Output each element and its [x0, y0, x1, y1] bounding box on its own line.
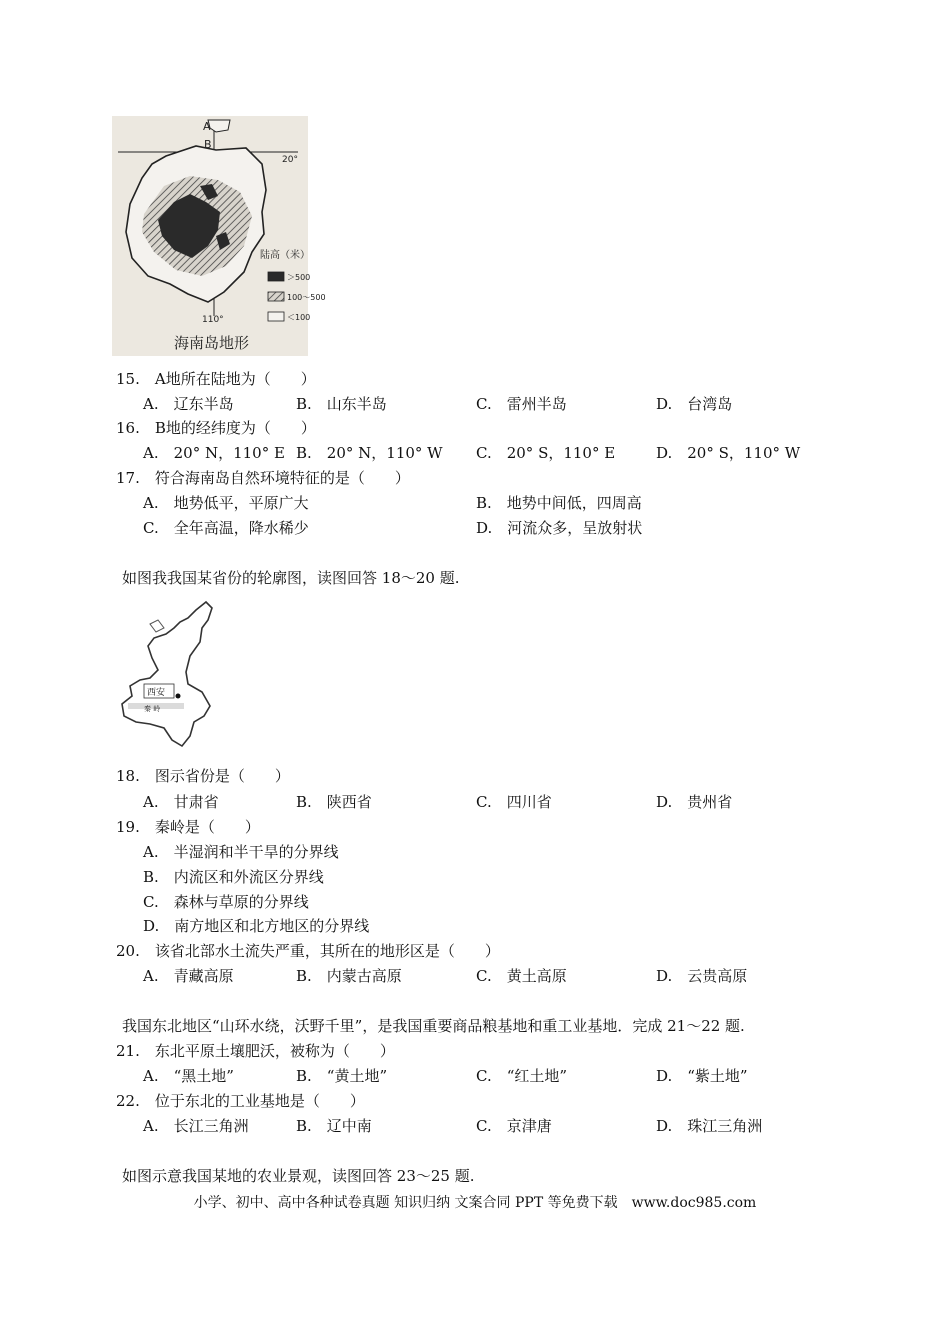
q18-option-d[interactable]: D. 贵州省 [656, 793, 733, 811]
city-label: 西安 [147, 688, 166, 698]
q16-option-c[interactable]: C. 20° S，110° E [476, 444, 616, 462]
q15-option-c[interactable]: C. 雷州半岛 [476, 395, 567, 413]
question-21: 21. 东北平原土壤肥沃，被称为（ ） [116, 1042, 395, 1060]
q19-option-c[interactable]: C. 森林与草原的分界线 [143, 893, 309, 911]
province-outline-map [114, 598, 222, 750]
range-label: 秦 岭 [144, 705, 161, 713]
hainan-terrain-map [112, 116, 326, 356]
intro-21-22: 我国东北地区“山环水绕，沃野千里”，是我国重要商品粮基地和重工业基地．完成 21～22 题. [122, 1017, 745, 1035]
q17-option-a[interactable]: A. 地势低平，平原广大 [143, 494, 309, 512]
page-footer: 小学、初中、高中各种试卷真题 知识归纳 文案合同 PPT 等免费下载 www.doc985.com [193, 1195, 757, 1211]
q15-option-b[interactable]: B. 山东半岛 [296, 395, 387, 413]
q20-option-d[interactable]: D. 云贵高原 [656, 967, 748, 985]
q22-option-a[interactable]: A. 长江三角洲 [143, 1117, 249, 1135]
q21-option-c[interactable]: C. “红土地” [476, 1067, 568, 1085]
lon-label: 110° [202, 315, 224, 325]
q19-option-b[interactable]: B. 内流区和外流区分界线 [143, 868, 324, 886]
q19-option-d[interactable]: D. 南方地区和北方地区的分界线 [143, 917, 370, 935]
q16-option-b[interactable]: B. 20° N，110° W [296, 444, 443, 462]
question-16: 16. B地的经纬度为（ ） [116, 419, 316, 437]
question-22: 22. 位于东北的工业基地是（ ） [116, 1092, 365, 1110]
q17-option-b[interactable]: B. 地势中间低，四周高 [476, 494, 642, 512]
question-17: 17. 符合海南岛自然环境特征的是（ ） [116, 469, 410, 487]
legend-title: 陆高（米） [260, 250, 310, 261]
q17-option-c[interactable]: C. 全年高温，降水稀少 [143, 519, 309, 537]
legend-item-mid: 100～500 [287, 293, 326, 302]
q16-option-d[interactable]: D. 20° S，110° W [656, 444, 801, 462]
lat-label: 20° [282, 155, 298, 165]
label-a: A [203, 120, 211, 133]
legend-item-high: ＞500 [287, 273, 311, 282]
q21-option-d[interactable]: D. “紫土地” [656, 1067, 748, 1085]
q21-option-a[interactable]: A. “黑土地” [143, 1067, 234, 1085]
q22-option-d[interactable]: D. 珠江三角洲 [656, 1117, 763, 1135]
question-20: 20. 该省北部水土流失严重，其所在的地形区是（ ） [116, 942, 500, 960]
q20-option-b[interactable]: B. 内蒙古高原 [296, 967, 402, 985]
intro-23-25: 如图示意我国某地的农业景观，读图回答 23～25 题. [122, 1167, 475, 1185]
q21-option-b[interactable]: B. “黄土地” [296, 1067, 388, 1085]
map-caption: 海南岛地形 [174, 334, 250, 352]
province-outline [122, 602, 212, 746]
q20-option-a[interactable]: A. 青藏高原 [143, 967, 234, 985]
q15-option-d[interactable]: D. 台湾岛 [656, 395, 733, 413]
q18-option-b[interactable]: B. 陕西省 [296, 793, 372, 811]
intro-18-20: 如图我我国某省份的轮廓图，读图回答 18～20 题. [122, 569, 460, 587]
q18-option-c[interactable]: C. 四川省 [476, 793, 552, 811]
label-b: B [204, 138, 212, 151]
q16-option-a[interactable]: A. 20° N，110° E [143, 444, 285, 462]
q20-option-c[interactable]: C. 黄土高原 [476, 967, 567, 985]
city-dot [176, 694, 181, 699]
q22-option-c[interactable]: C. 京津唐 [476, 1117, 552, 1135]
legend-item-low: ＜100 [287, 313, 311, 322]
question-19: 19. 秦岭是（ ） [116, 818, 260, 836]
q18-option-a[interactable]: A. 甘肃省 [143, 793, 219, 811]
q17-option-d[interactable]: D. 河流众多，呈放射状 [476, 519, 643, 537]
question-15: 15. A地所在陆地为（ ） [116, 370, 316, 388]
question-18: 18. 图示省份是（ ） [116, 767, 290, 785]
q22-option-b[interactable]: B. 辽中南 [296, 1117, 372, 1135]
q15-option-a[interactable]: A. 辽东半岛 [143, 395, 234, 413]
q19-option-a[interactable]: A. 半湿润和半干旱的分界线 [143, 843, 339, 861]
